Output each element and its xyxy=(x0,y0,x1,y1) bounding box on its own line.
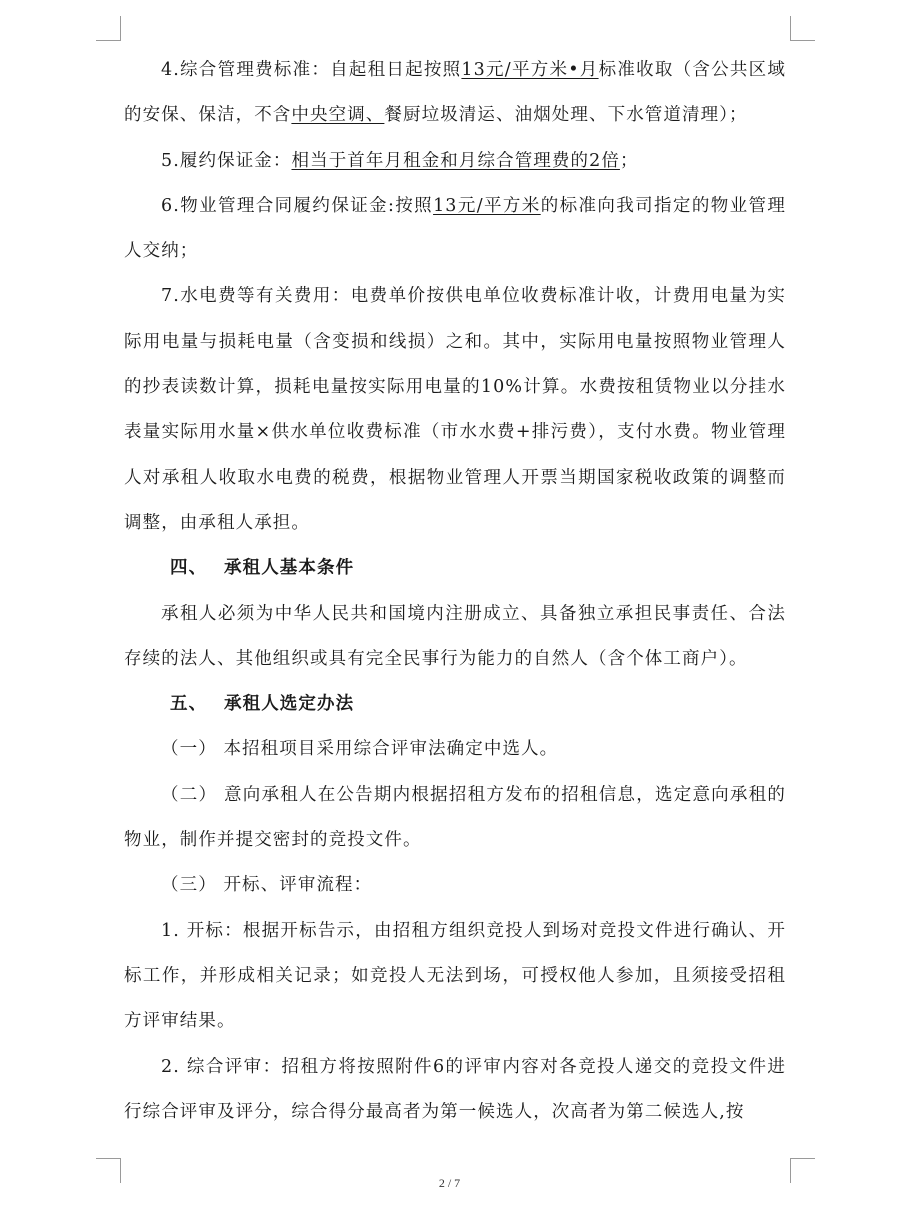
item-5-end: ； xyxy=(619,150,639,171)
section-5-step-2: 2. 综合评审：招租方将按照附件6的评审内容对各竞投人递交的竞投文件进行综合评审及评分，综合得分最高者为第一候选人，次高者为第二候选人,按 xyxy=(124,1056,786,1122)
section-5-sub-2: （二） 意向承租人在公告期内根据招租方发布的招租信息，选定意向承租的物业，制作并提交密封的竞投文件。 xyxy=(124,784,786,851)
section-4-heading xyxy=(124,546,786,591)
section-5-title: 承租人选定办法 xyxy=(224,694,355,715)
item-4-text: 4.综合管理费标准：自起租日起按照 xyxy=(161,60,462,80)
item-5-amount: 相当于首年月租金和月综合管理费的2倍 xyxy=(291,150,620,171)
item-5-label: 5.履约保证金： xyxy=(161,150,292,171)
section-4-body: 承租人必须为中华人民共和国境内注册成立、具备独立承担民事责任、合法存续的法人、其他组织或具有完全民事行为能力的自然人（含个体工商户）。 xyxy=(124,603,786,669)
section-5-heading xyxy=(124,682,786,727)
item-4-management-fee xyxy=(124,48,786,139)
section-5-step-1: 1. 开标：根据开标告示，由招租方组织竞投人到场对竞投文件进行确认、开标工作，并形成相关记录；如竞投人无法到场，可授权他人参加，且须接受招租方评审结果。 xyxy=(124,920,786,1032)
crop-mark-top-left xyxy=(96,16,121,41)
section-4-title: 承租人基本条件 xyxy=(224,558,355,579)
crop-mark-top-right xyxy=(790,16,815,41)
section-5-number: 五、 xyxy=(170,694,208,715)
item-4-text-3: 餐厨垃圾清运、油烟处理、下水管道清理）； xyxy=(384,105,748,126)
page-number: 2 / 7 xyxy=(438,1176,461,1190)
item-4-fee-rate: 13元/平方米•月 xyxy=(461,60,599,80)
item-6-property-deposit xyxy=(124,184,786,275)
section-5-sub-1: （一） 本招租项目采用综合评审法确定中选人。 xyxy=(161,739,559,760)
item-4-excluded-hvac: 中央空调、 xyxy=(291,105,385,126)
item-6-text: 的标准向我司指定的物业管理人交纳； xyxy=(124,195,786,262)
item-6-rate: 13元/平方米 xyxy=(433,195,541,216)
item-6-label: 6.物业管理合同履约保证金:按照 xyxy=(161,195,434,216)
item-4-text-2: 标准收取（含公共区域的安保、保洁，不含 xyxy=(124,60,786,126)
document-body xyxy=(124,48,786,1135)
item-7-utilities: 7.水电费等有关费用：电费单价按供电单位收费标准计收，计费用电量为实际用电量与损耗电量（含变损和线损）之和。其中，实际用电量按照物业管理人的抄表读数计算，损耗电量按实际用电量的10%计算。水费按租赁物业以分挂水表量实际用水量×供水单位收费标准（市水水费+排污费），支付水费。物业管理人对承租人收取水电费的税费，根据物业管理人开票当期国家税收政策的调整而调整，由承租人承担。 xyxy=(124,286,786,533)
item-5-deposit xyxy=(124,139,786,184)
section-5-sub-3: （三） 开标、评审流程： xyxy=(161,875,373,896)
section-4-number: 四、 xyxy=(170,558,208,579)
